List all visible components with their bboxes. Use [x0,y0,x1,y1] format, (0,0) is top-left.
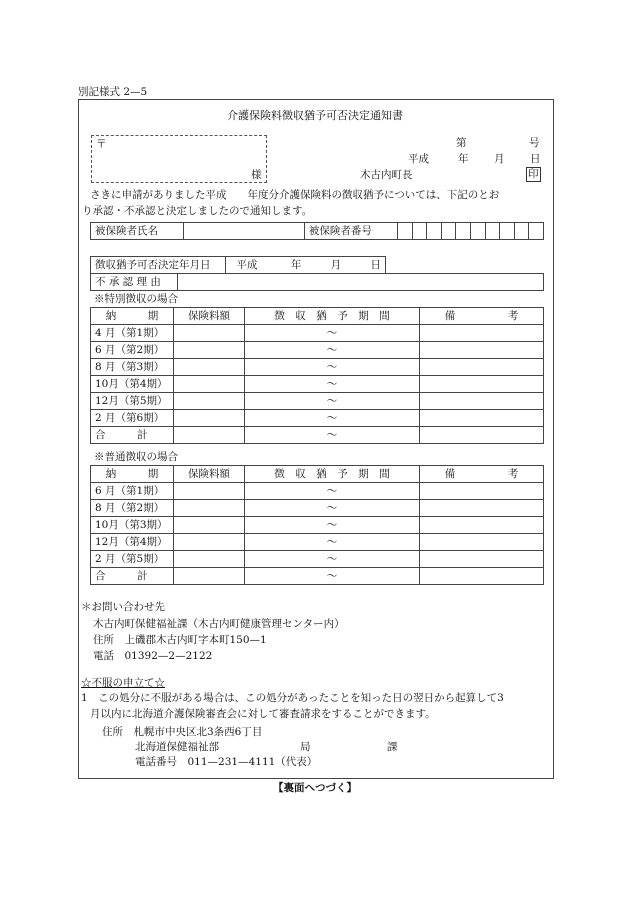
remarks-cell [420,534,544,551]
period-cell: 10月（第4期） [91,376,174,393]
period-cell: 4 月（第1期） [91,325,174,342]
table-row [91,534,544,551]
appeal-address: 住所 札幌市中央区北3条西6丁目 [102,726,263,738]
special-header-period: 納 期 [91,308,174,325]
period-cell: 12月（第5期） [91,393,174,410]
amount-cell [174,551,245,568]
seal-mark: 印 [528,168,539,180]
decision-day: 日 [370,259,381,271]
table-row [91,551,544,568]
reason-table [90,273,544,291]
appeal-section: 課 [387,741,398,753]
ordinary-heading: ※普通徴収の場合 [94,451,178,463]
issue-day: 日 [530,153,541,165]
suspension-cell: ～ [245,342,420,359]
amount-cell [174,568,245,585]
suspension-cell: ～ [245,410,420,427]
inquiry-dept: 木古内町保健福祉課（木古内町健康管理センター内） [93,618,345,630]
table-row [91,393,544,410]
document-number-go: 号 [529,137,540,149]
amount-cell [174,410,245,427]
suspension-cell: ～ [245,517,420,534]
special-header-amount: 保険料額 [174,308,245,325]
total-label: 合 計 [91,568,174,585]
insured-number-digit [456,223,471,240]
period-cell: 6 月（第2期） [91,342,174,359]
period-cell: 10月（第3期） [91,517,174,534]
suspension-cell: ～ [245,551,420,568]
decision-month: 月 [330,259,342,271]
suspension-cell: ～ [245,568,420,585]
period-cell: 12月（第4期） [91,534,174,551]
insured-number-digit [398,223,413,240]
table-row [91,410,544,427]
ordinary-header-suspension: 徴 収 猶 予 期 間 [245,466,420,483]
ordinary-header-period: 納 期 [91,466,174,483]
special-header-remarks: 備 考 [420,308,544,325]
period-cell: 6 月（第1期） [91,483,174,500]
ordinary-header-row [91,466,544,483]
table-row [91,342,544,359]
period-cell: 2 月（第6期） [91,410,174,427]
special-table [90,307,544,444]
inquiry-heading: ＊お問い合わせ先 [81,601,165,613]
footer-continue: 【裏面へつづく】 [273,782,357,794]
issue-month: 月 [494,153,505,165]
reason-value [178,274,544,291]
table-row [91,359,544,376]
page-title: 介護保険料徴収猶予可否決定通知書 [227,109,403,122]
remarks-cell [420,410,544,427]
total-label: 合 計 [91,427,174,444]
amount-cell [174,500,245,517]
insured-number-digit [441,223,456,240]
issue-era: 平成 [408,153,429,165]
honorific: 様 [251,169,262,181]
special-heading: ※特別徴収の場合 [94,293,178,305]
appeal-line-2: 月以内に北海道介護保険審査会に対して審査請求をすることができます。 [90,708,436,720]
remarks-cell [420,483,544,500]
insured-number-digit [529,223,544,240]
appeal-heading-text: ☆不服の申立て☆ [81,677,165,689]
amount-cell [174,483,245,500]
table-row [91,500,544,517]
total-row [91,568,544,585]
amount-cell [174,534,245,551]
period-cell: 8 月（第3期） [91,359,174,376]
appeal-phone: 電話番号 011—231—4111（代表） [135,756,318,768]
remarks-cell [420,325,544,342]
remarks-cell [420,342,544,359]
inquiry-address: 住所 上磯郡木古内町字本町150—1 [93,634,267,646]
total-row [91,427,544,444]
suspension-cell: ～ [245,534,420,551]
document-number-dai: 第 [456,137,467,149]
special-header-row [91,308,544,325]
table-row [91,517,544,534]
suspension-cell: ～ [245,359,420,376]
appeal-line-1: 1 この処分に不服がある場合は、この処分があったことを知った日の翌日から起算して3 [81,692,504,704]
amount-cell [174,342,245,359]
amount-cell [174,359,245,376]
remarks-cell [420,376,544,393]
insured-number-digit [485,223,500,240]
insured-number-label: 被保険者番号 [304,223,397,240]
ordinary-table [90,465,544,585]
amount-cell [174,376,245,393]
appeal-bureau: 局 [300,741,311,753]
remarks-cell [420,551,544,568]
remarks-cell [420,359,544,376]
amount-cell [174,325,245,342]
decision-era: 平成 [236,259,258,271]
decision-year: 年 [290,259,302,271]
decision-date-label: 徴収猶予可否決定年月日 [91,257,226,274]
inquiry-phone: 電話 01392—2—2122 [93,650,213,662]
issue-year: 年 [458,153,469,165]
suspension-cell: ～ [245,483,420,500]
appeal-heading [81,678,165,689]
period-cell: 8 月（第2期） [91,500,174,517]
amount-cell [174,517,245,534]
insured-number-digit [412,223,427,240]
table-row [91,376,544,393]
ordinary-header-amount: 保険料額 [174,466,245,483]
insured-name-value [184,223,305,240]
amount-cell [174,427,245,444]
suspension-cell: ～ [245,376,420,393]
amount-cell [174,393,245,410]
issuer: 木古内町長 [360,169,413,181]
remarks-cell [420,427,544,444]
remarks-cell [420,393,544,410]
insured-name-label: 被保険者氏名 [91,223,184,240]
table-row [91,325,544,342]
insured-number-digit [500,223,515,240]
insured-number-digit [514,223,529,240]
insured-number-digit [427,223,442,240]
remarks-cell [420,568,544,585]
decision-date-table [90,256,386,274]
postal-mark: 〒 [96,138,107,150]
form-code: 別記様式 2—5 [78,86,148,98]
seal [526,167,541,182]
period-cell: 2 月（第5期） [91,551,174,568]
ordinary-header-remarks: 備 考 [420,466,544,483]
suspension-cell: ～ [245,500,420,517]
special-header-suspension: 徴 収 猶 予 期 間 [245,308,420,325]
insured-number-digit [471,223,486,240]
appeal-dept: 北海道保健福祉部 [135,741,219,753]
decision-date-value [226,257,386,274]
suspension-cell: ～ [245,325,420,342]
table-row [91,483,544,500]
suspension-cell: ～ [245,393,420,410]
remarks-cell [420,500,544,517]
address-box [91,135,267,183]
intro-line-1: さきに申請がありました平成 年度分介護保険料の徴収猶予については、下記のとお [90,189,500,201]
intro-line-2: り承認・不承認と決定しましたので通知します。 [82,205,313,217]
insured-table [90,222,544,240]
reason-label: 不 承 認 理 由 [91,274,178,291]
remarks-cell [420,517,544,534]
suspension-cell: ～ [245,427,420,444]
